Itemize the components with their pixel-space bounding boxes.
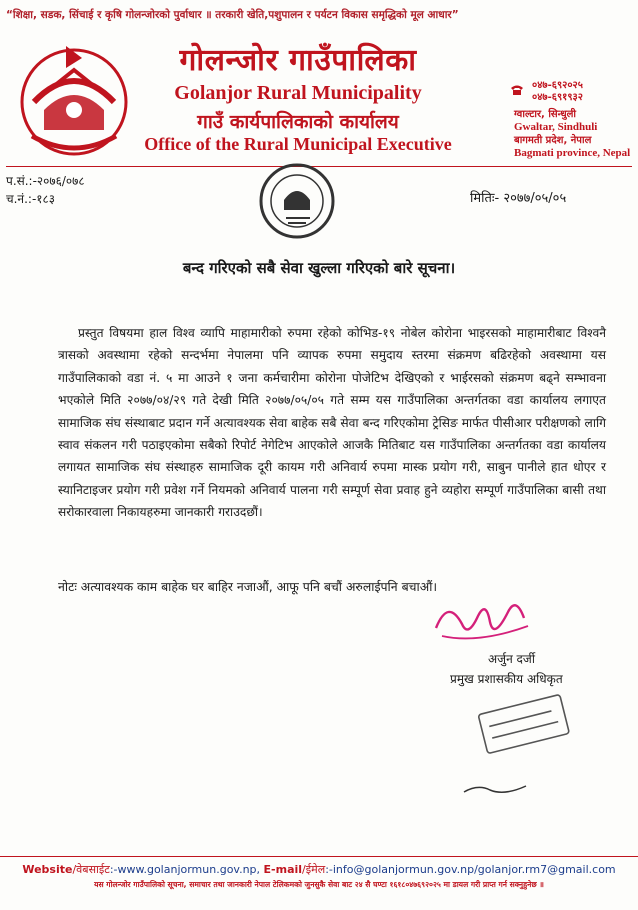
phone-icon xyxy=(510,84,524,96)
website-link[interactable]: :-www.golanjormun.gov.np, xyxy=(109,863,261,876)
reference-numbers xyxy=(6,172,85,208)
office-stamp-icon xyxy=(256,160,338,242)
letter-note: नोटः अत्यावश्यक काम बाहेक घर बाहिर नजाऔं, आफू पनि बचौं अरुलाईपनि बचाऔं। xyxy=(58,579,438,594)
signature-stroke-icon xyxy=(460,782,530,796)
footer-contact xyxy=(0,862,638,877)
website-label: Website xyxy=(22,863,73,876)
letter-reference: प.सं.:-२०७६/०७८ xyxy=(6,174,85,188)
phone-numbers xyxy=(504,80,634,104)
email-label: E-mail xyxy=(263,863,303,876)
letter-date: मितिः- २०७७/०५/०५ xyxy=(470,191,567,206)
body-paragraph: प्रस्तुत विषयमा हाल विश्व व्यापि माहामारीको रुपमा रहेको कोभिड-१९ नोबेल कोरोना भाइरसको माहामारीबाट विश्वनै त्रासको अवस्थामा रहेको सन्दर्भमा नेपालमा पनि व्यापक रुपमा समुदाय स्तरमा संक्रमण बढिरहेको अवस्थामा यस गाउँपालिकाको वडा नं. ५ मा आउने १ जना कर्मचारीमा कोरोना पोजेटिभ देखिएको र भाईरसको संक्रमण बढ्ने सम्भावना भएकोले मिति २०७७/०४/२९ गते देखी मिति २०७७/०५/०५ गते सम्म यस गाउँपालिका अन्तर्गतका वडा कार्यालय लगाएत सामाजिक संघ संस्थाबाट प्रदान गर्ने अत्यावश्यक सेवा बाहेक सबै सेवा बन्द गरिएकोमा ट्रेसिङ मार्फत पीसीआर परीक्षणको लागि स्वाव संकलन गरी पठाइएकोमा सबैको रिपोर्ट नेगेटिभ आएकोले आजकै मितिबाट यस गाउँपालिका अन्तर्गतका वडा कार्यालय लगायत सामाजिक संघ संस्थाहरु सामाजिक दूरी कायम गरी अनिवार्य रुपमा मास्क प्रयोग गरी, साबुन पानीले हात धोएर र स्यानिटाइजर प्रयोग गरी प्रवेश गर्ने नियमको अनिवार्य पालना गरी सम्पूर्ण सेवा प्रवाह हुने व्यहोरा सम्पूर्ण गाउँपालिका बासी तथा सरोकारवाला निकायहरुमा जानकारी गराउदछौं। xyxy=(58,326,606,520)
address-block xyxy=(514,108,636,160)
website-label-nepali: /वेबसाईट xyxy=(72,863,110,876)
province-english: Bagmati province, Nepal xyxy=(514,147,631,159)
footer-notice: यस गोलन्जोर गाउँपालिको सूचना, समाचार तथा जानकारी नेपाल टेलिकमको जुनसुकै सेवा बाट २४ सै घण्टा १६१८०४७६९२०२५ मा डायल गरी प्राप्त गर्न सक्नुहुनेछ ॥ xyxy=(94,880,544,889)
email-label-nepali: /ईमेल xyxy=(302,863,326,876)
designation-stamp-icon xyxy=(474,690,574,760)
signer-name: अर्जुन दर्जी xyxy=(488,652,535,666)
footer-divider xyxy=(0,856,638,857)
municipality-title-english: Golanjor Rural Municipality xyxy=(174,82,422,104)
phone-number: ०४७-६९२०२५ xyxy=(532,80,583,91)
signer-title: प्रमुख प्रशासकीय अधिकृत xyxy=(450,672,563,686)
phone-number: ०४७-६९१९३२ xyxy=(532,92,583,103)
signature-icon xyxy=(428,588,538,658)
office-title-nepali: गाउँ कार्यपालिकाको कार्यालय xyxy=(197,111,399,133)
municipality-title-nepali: गोलन्जोर गाउँपालिका xyxy=(179,43,417,78)
address-nepali: ग्वाल्टार, सिन्धुली xyxy=(514,109,576,120)
letter-body xyxy=(58,322,606,524)
letter-subject: बन्द गरिएको सबै सेवा खुल्ला गरिएको बारे सूचना। xyxy=(182,259,456,277)
email-link[interactable]: :-info@golanjormun.gov.np/golanjor.rm7@gmail.com xyxy=(325,863,616,876)
province-nepali: बागमती प्रदेश, नेपाल xyxy=(514,135,592,146)
nepal-emblem-icon xyxy=(14,40,134,158)
office-title-english: Office of the Rural Municipal Executive xyxy=(144,134,452,154)
dispatch-number: च.नं.:-१८३ xyxy=(6,192,56,206)
slogan: “शिक्षा, सडक, सिंचाई र कृषि गोलन्जोरको पुर्वाधार ॥ तरकारी खेति,पशुपालन र पर्यटन विकास समृद्धिको मूल आधार” xyxy=(6,9,459,21)
address-english: Gwaltar, Sindhuli xyxy=(514,121,598,133)
